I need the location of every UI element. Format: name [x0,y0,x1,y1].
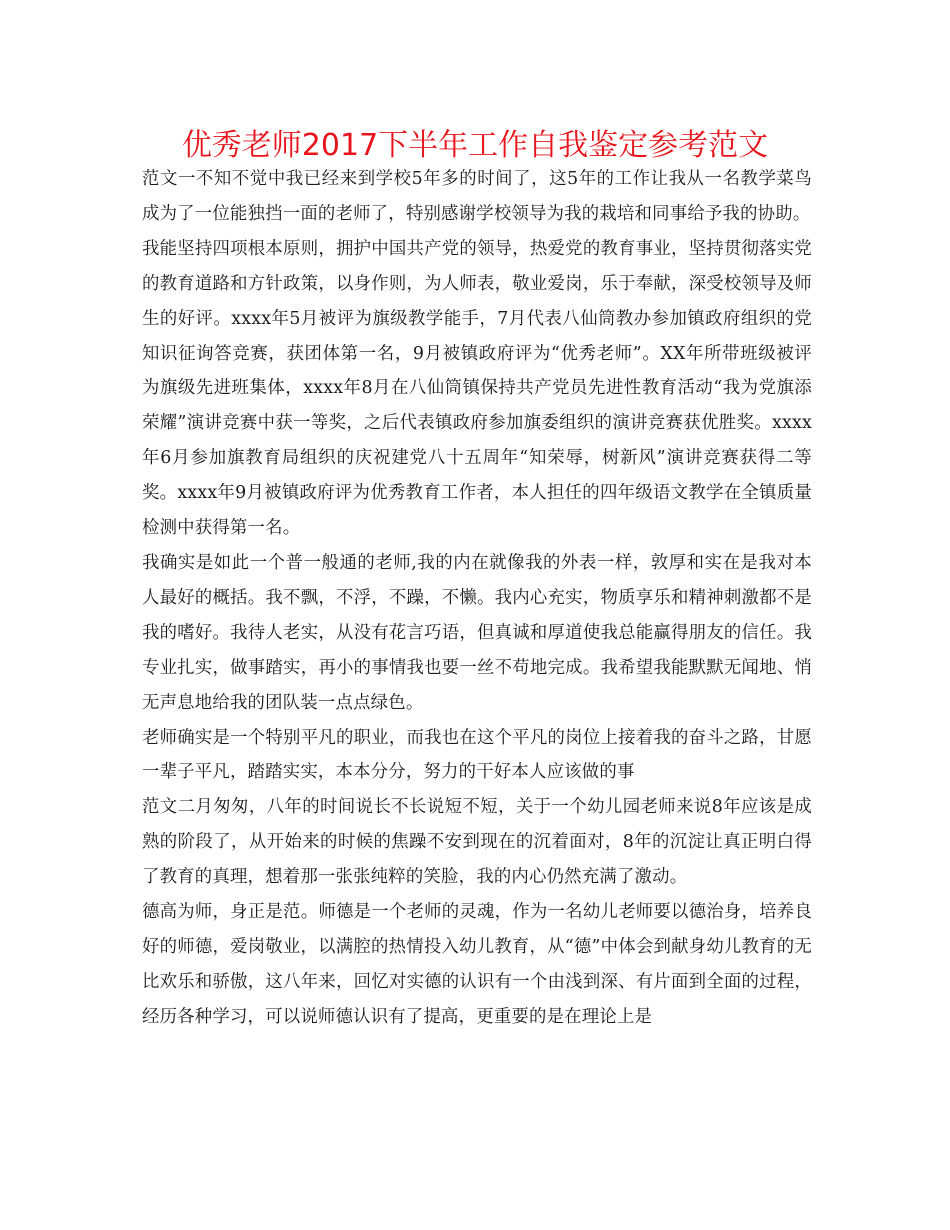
paragraph-1: 范文一不知不觉中我已经来到学校5年多的时间了，这5年的工作让我从一名教学菜鸟成为了一位能独挡一面的老师了，特别感谢学校领导为我的栽培和同事给予我的协助。 [142,169,812,224]
paragraph-5: 范文二月匆匆，八年的时间说长不长说短不短，关于一个幼儿园老师来说8年应该是成熟的阶段了，从开始来的时候的焦躁不安到现在的沉着面对，8年的沉淀让真正明白得了教育的真理，想着那一张张纯粹的笑脸，我的内心仍然充满了激动。 [142,797,812,888]
paragraph-6: 德高为师，身正是范。师德是一个老师的灵魂，作为一名幼儿老师要以德治身，培养良好的师德，爱岗敬业，以满腔的热情投入幼儿教育，从“德”中体会到献身幼儿教育的无比欢乐和骄傲，这八年来，回忆对实德的认识有一个由浅到深、有片面到全面的过程，经历各种学习，可以说师德认识有了提高，更重要的是在理论上是 [142,902,812,1027]
paragraph-2: 我能坚持四项根本原则，拥护中国共产党的领导，热爱党的教育事业，坚持贯彻落实党的教育道路和方针政策，以身作则，为人师表，敬业爱岗，乐于奉献，深受校领导及师生的好评。xxxx年5月被评为旗级教学能手，7月代表八仙筒教办参加镇政府组织的党知识征询答竞赛，获团体第一名，9月被镇政府评为“优秀老师”。XX年所带班级被评为旗级先进班集体，xxxx年8月在八仙筒镇保持共产党员先进性教育活动“我为党旗添荣耀”演讲竞赛中获一等奖，之后代表镇政府参加旗委组织的演讲竞赛获优胜奖。xxxx年6月参加旗教育局组织的庆祝建党八十五周年“知荣辱，树新风”演讲竞赛获得二等奖。xxxx年9月被镇政府评为优秀教育工作者，本人担任的四年级语文教学在全镇质量检测中获得第一名。 [142,238,812,539]
document-title: 优秀老师2017下半年工作自我鉴定参考范文 [181,128,769,163]
paragraph-4: 老师确实是一个特别平凡的职业，而我也在这个平凡的岗位上接着我的奋斗之路，甘愿一辈子平凡，踏踏实实，本本分分，努力的干好本人应该做的事 [142,727,812,783]
paragraph-3: 我确实是如此一个普一般通的老师,我的内在就像我的外表一样，敦厚和实在是我对本人最好的概括。我不飘，不浮，不躁，不懒。我内心充实，物质享乐和精神刺激都不是我的嗜好。我待人老实，从没有花言巧语，但真诚和厚道使我总能赢得朋友的信任。我专业扎实，做事踏实，再小的事情我也要一丝不苟地完成。我希望我能默默无闻地、悄无声息地给我的团队装一点点绿色。 [142,552,812,713]
document-body [142,162,812,1035]
